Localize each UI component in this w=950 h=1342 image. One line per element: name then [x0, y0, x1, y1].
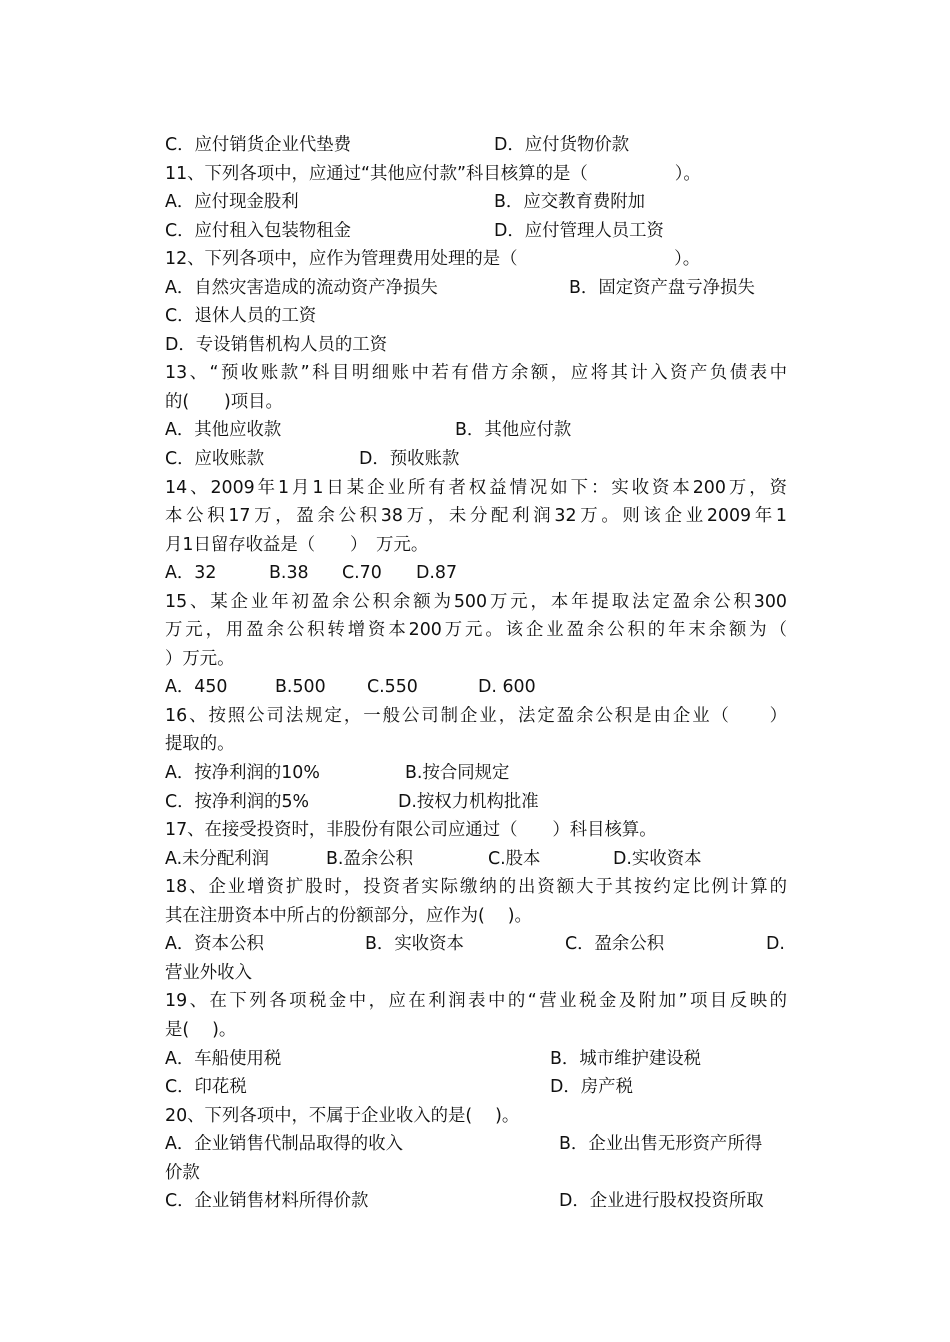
options-q17	[165, 845, 787, 874]
question-20: 20、下列各项中，不属于企业收入的是( )。	[165, 1105, 520, 1126]
options-q20-ab	[165, 1130, 787, 1159]
option-b: B．应交教育费附加	[494, 192, 646, 213]
options-q11-cd	[165, 217, 787, 246]
question-16-line1: 16、按照公司法规定，一般公司制企业，法定盈余公积是由企业（ ）	[165, 705, 787, 726]
option-c: C．企业销售材料所得价款	[165, 1191, 369, 1212]
options-q13-cd	[165, 445, 787, 474]
options-q16-cd	[165, 788, 787, 817]
question-19-line2: 是( )。	[165, 1019, 237, 1040]
option-b-continued: 价款	[165, 1162, 200, 1183]
option-c: C．应收账款	[165, 449, 265, 470]
option-a: A．按净利润的10%	[165, 763, 320, 784]
question-16-line2: 提取的。	[165, 734, 235, 755]
option-b: B．城市维护建设税	[550, 1048, 702, 1069]
option-c: C.70	[342, 563, 382, 584]
option-c: C．盈余公积	[565, 934, 665, 955]
option-c: C．印花税	[165, 1077, 247, 1098]
option-a: A．车船使用税	[165, 1048, 282, 1069]
option-d-continued: 营业外收入	[165, 962, 252, 983]
question-14-line1: 14、2009年1月1日某企业所有者权益情况如下：实收资本200万，资	[165, 477, 787, 498]
option-d: D．房产税	[550, 1077, 633, 1098]
question-14-line2: 本公积17万，盈余公积38万，未分配利润32万。则该企业2009年1	[165, 506, 787, 527]
question-17: 17、在接受投资时，非股份有限公司应通过（ ）科目核算。	[165, 820, 657, 841]
option-b: B.盈余公积	[326, 848, 414, 869]
option-c: C.股本	[488, 848, 541, 869]
option-c: C．按净利润的5%	[165, 791, 310, 812]
option-a: A．资本公积	[165, 934, 264, 955]
option-b: B．实收资本	[365, 934, 464, 955]
option-c: C．应付销货企业代垫费	[165, 135, 352, 155]
question-14-line3: 月1日留存收益是（ ） 万元。	[165, 534, 429, 555]
question-18-line2: 其在注册资本中所占的份额部分，应作为( )。	[165, 905, 532, 926]
option-d: D.按权力机构批准	[398, 791, 539, 812]
option-d: D.87	[416, 563, 458, 584]
option-c: C．应付租入包装物租金	[165, 220, 352, 241]
question-13-line1: 13、“预收账款”科目明细账中若有借方余额，应将其计入资产负债表中	[165, 363, 787, 384]
options-q19-ab	[165, 1045, 787, 1074]
option-a: A．企业销售代制品取得的收入	[165, 1134, 403, 1155]
question-15-line1: 15、某企业年初盈余公积余额为500万元，本年提取法定盈余公积300	[165, 591, 787, 612]
options-q10-cd	[165, 131, 787, 160]
options-q15	[165, 673, 787, 702]
options-q11-ab	[165, 188, 787, 217]
option-b: B.38	[269, 563, 309, 584]
option-d: D.	[766, 934, 785, 955]
options-q16-ab	[165, 759, 787, 788]
option-d: D．应付货物价款	[494, 135, 630, 155]
option-d: D．应付管理人员工资	[494, 220, 664, 241]
question-15-line2: 万元，用盈余公积转增资本200万元。该企业盈余公积的年末余额为（	[165, 620, 787, 641]
question-11: 11、下列各项中，应通过“其他应付款”科目核算的是（ ）。	[165, 163, 701, 184]
option-d: D．专设销售机构人员的工资	[165, 334, 388, 355]
option-d: D. 600	[478, 677, 536, 698]
option-d: D.实收资本	[613, 848, 702, 869]
option-a: A.未分配利润	[165, 848, 270, 869]
option-d: D．预收账款	[359, 449, 460, 470]
option-d: D．企业进行股权投资所取	[559, 1191, 764, 1212]
question-13-line2: 的( )项目。	[165, 391, 283, 412]
option-a: A．应付现金股利	[165, 192, 299, 213]
question-19-line1: 19、在下列各项税金中，应在利润表中的“营业税金及附加”项目反映的	[165, 991, 787, 1012]
question-18-line1: 18、企业增资扩股时，投资者实际缴纳的出资额大于其按约定比例计算的	[165, 877, 787, 898]
option-b: B．企业出售无形资产所得	[559, 1134, 763, 1155]
option-c: C．退休人员的工资	[165, 306, 317, 327]
question-15-line3: ）万元。	[165, 648, 235, 669]
option-a: A．450	[165, 677, 228, 698]
question-list	[165, 131, 787, 1216]
options-q18	[165, 930, 787, 959]
options-q19-cd	[165, 1073, 787, 1102]
options-q13-ab	[165, 416, 787, 445]
option-b: B.500	[275, 677, 326, 698]
options-q20-cd	[165, 1187, 787, 1216]
option-a: A．自然灾害造成的流动资产净损失	[165, 277, 438, 298]
options-q12-ab	[165, 274, 787, 303]
option-b: B.按合同规定	[405, 763, 510, 784]
option-c: C.550	[367, 677, 418, 698]
question-12: 12、下列各项中，应作为管理费用处理的是（ ）。	[165, 249, 701, 270]
option-b: B．固定资产盘亏净损失	[569, 277, 755, 298]
options-q14	[165, 559, 787, 588]
option-b: B．其他应付款	[455, 420, 572, 441]
option-a: A．其他应收款	[165, 420, 282, 441]
option-a: A．32	[165, 563, 217, 584]
